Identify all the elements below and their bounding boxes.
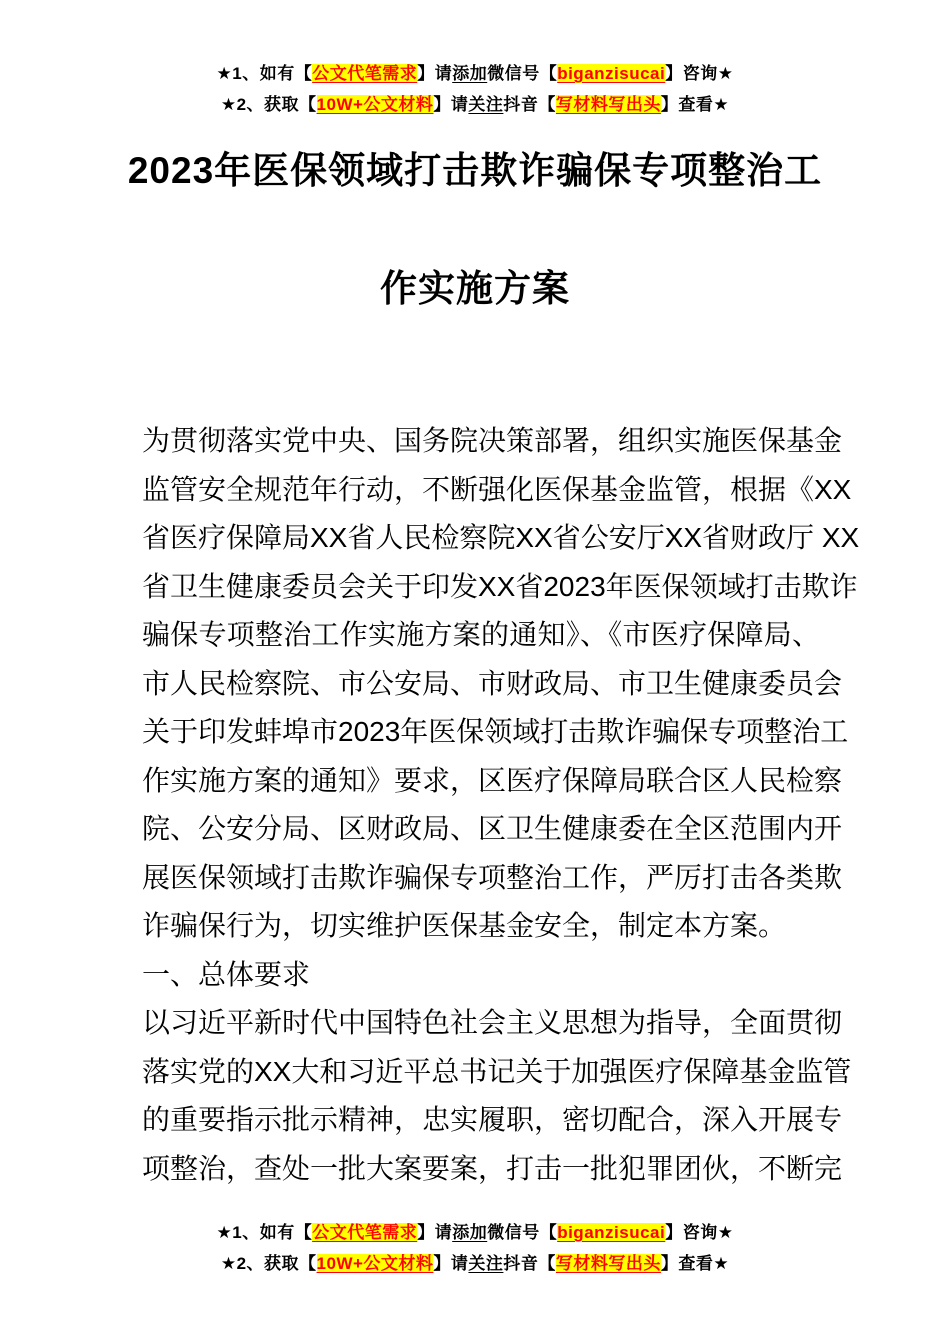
promo-text: ★1、如有【 (216, 64, 313, 83)
underlined-word: 添加 (452, 1223, 488, 1242)
highlighted-phrase: 10W+公文材料 (316, 95, 434, 114)
promo-footer-line-1 (0, 1217, 950, 1248)
body-line: 一、总体要求 (142, 958, 311, 990)
promo-text: ★2、获取【 (220, 95, 317, 114)
body-line: 骗保专项整治工作实施方案的通知》、《市医疗保障局、 (142, 619, 820, 650)
promo-text: 微信号【 (487, 64, 558, 83)
promo-text: 】查看★ (660, 1254, 730, 1273)
promo-text: 】请 (417, 64, 453, 83)
underlined-word: 关注 (468, 1254, 504, 1273)
underlined-word: 关注 (468, 95, 504, 114)
promo-footer-line-2 (0, 1248, 950, 1279)
highlighted-phrase: 10W+公文材料 (316, 1254, 434, 1273)
body-line: 诈骗保行为，切实维护医保基金安全，制定本方案。 (142, 910, 787, 941)
promo-text: 】请 (433, 1254, 469, 1273)
promo-text: 抖音【 (503, 1254, 556, 1273)
body-line: 市人民检察院、市公安局、市财政局、市卫生健康委员会 (142, 667, 843, 699)
promo-text: 微信号【 (487, 1223, 558, 1242)
document-title (0, 112, 950, 348)
document-body (142, 417, 860, 1193)
promo-text: 】查看★ (660, 95, 730, 114)
promo-text: 】请 (417, 1223, 453, 1242)
title-line-2: 作实施方案 (380, 268, 570, 309)
body-line: 省卫生健康委员会关于印发XX省2023年医保领域打击欺诈 (142, 570, 858, 602)
promo-header (0, 0, 950, 120)
body-line: 为贯彻落实党中央、国务院决策部署，组织实施医保基金 (142, 425, 843, 456)
promo-text: 】咨询★ (665, 64, 734, 83)
promo-text: ★1、如有【 (216, 1223, 313, 1242)
promo-header-line-1 (0, 58, 950, 89)
promo-text: ★2、获取【 (220, 1254, 317, 1273)
body-line: 关于印发蚌埠市2023年医保领域打击欺诈骗保专项整治工 (142, 716, 849, 747)
title-line-1: 2023年医保领域打击欺诈骗保专项整治工 (127, 150, 823, 191)
promo-footer (0, 1217, 950, 1279)
promo-text: 抖音【 (503, 95, 556, 114)
promo-text: 】请 (433, 95, 469, 114)
promo-text: 】咨询★ (665, 1223, 734, 1242)
body-line: 省医疗保障局XX省人民检察院XX省公安厅XX省财政厅 XX (142, 522, 860, 553)
highlighted-phrase: 写材料写出头 (555, 95, 661, 114)
highlighted-phrase: biganzisucai (557, 1223, 666, 1242)
underlined-word: 添加 (452, 64, 488, 83)
highlighted-phrase: biganzisucai (557, 64, 666, 83)
highlighted-phrase: 公文代笔需求 (312, 1223, 418, 1242)
body-line: 落实党的XX大和习近平总书记关于加强医疗保障基金监管 (142, 1055, 852, 1087)
highlighted-phrase: 写材料写出头 (555, 1254, 661, 1273)
body-line: 以习近平新时代中国特色社会主义思想为指导，全面贯彻 (142, 1007, 843, 1038)
highlighted-phrase: 公文代笔需求 (312, 64, 418, 83)
body-line: 项整治，查处一批大案要案，打击一批犯罪团伙，不断完 (142, 1152, 843, 1184)
body-line: 院、公安分局、区财政局、区卫生健康委在全区范围内开 (142, 813, 843, 844)
body-line: 的重要指示批示精神，忠实履职，密切配合，深入开展专 (142, 1104, 843, 1135)
body-line: 监管安全规范年行动，不断强化医保基金监管，根据《XX (142, 473, 852, 505)
body-line: 展医保领域打击欺诈骗保专项整治工作，严厉打击各类欺 (142, 861, 843, 893)
body-line: 作实施方案的通知》要求，区医疗保障局联合区人民检察 (142, 764, 843, 796)
